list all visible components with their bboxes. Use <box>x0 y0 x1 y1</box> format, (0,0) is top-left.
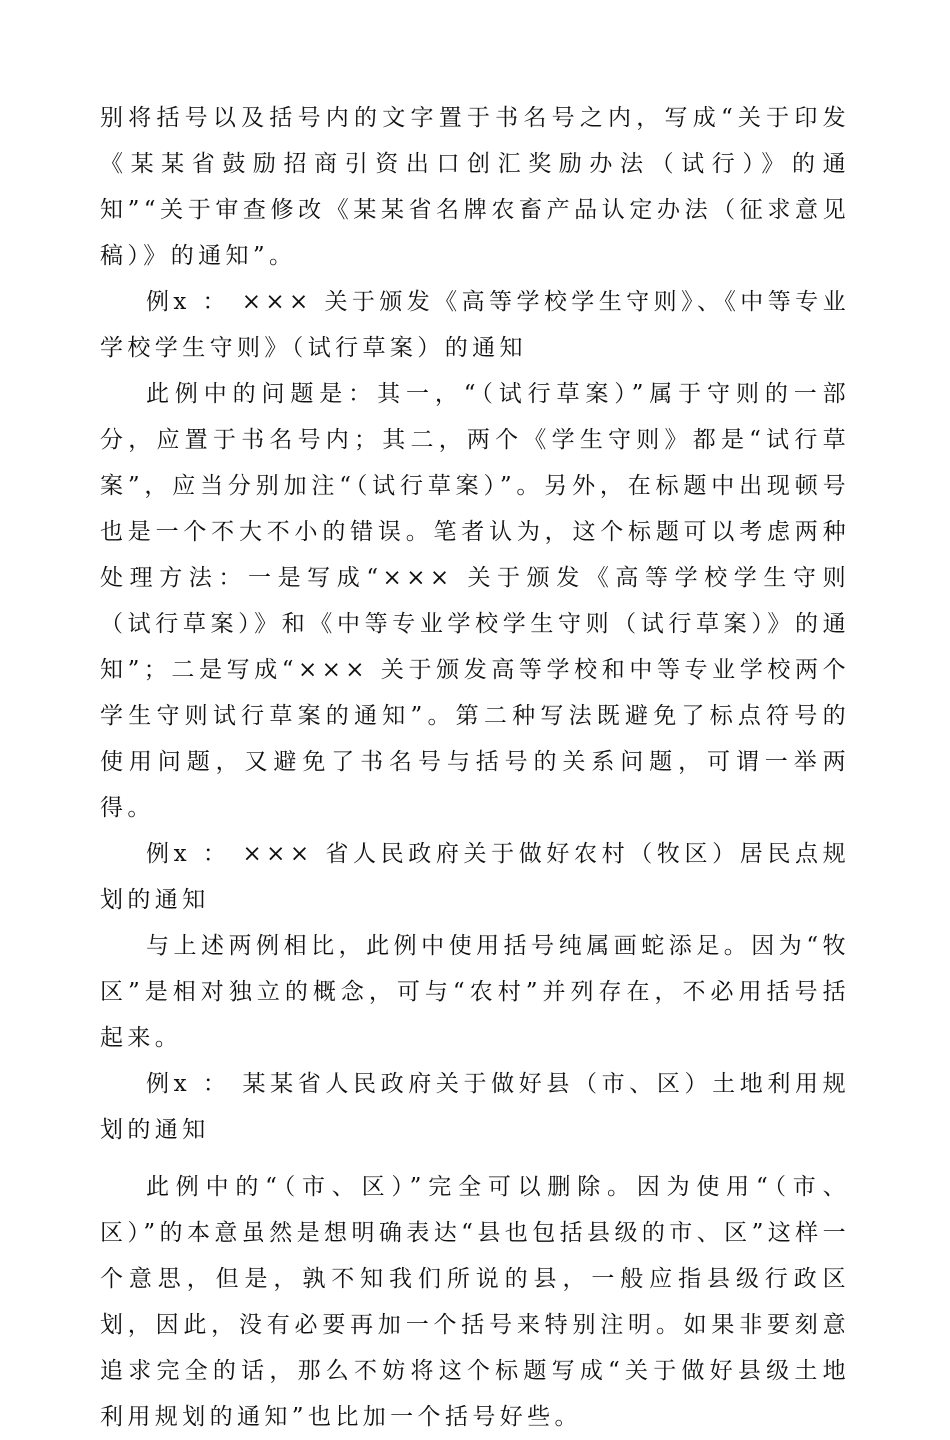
paragraph-example-1: 例x ： ××× 关于颁发《高等学校学生守则》、《中等专业学校学生守则》（试行草案）的通知 <box>100 289 850 361</box>
paragraph-example-3: 例x ： 某某省人民政府关于做好县（市、区）土地利用规划的通知 <box>100 1071 850 1143</box>
paragraph-analysis-2: 与上述两例相比，此例中使用括号纯属画蛇添足。因为“牧区”是相对独立的概念，可与“农村”并列存在，不必用括号括起来。 <box>100 933 850 1051</box>
paragraph-analysis-3: 此例中的“（市、区）”完全可以删除。因为使用“（市、区）”的本意虽然是想明确表达“县也包括县级的市、区”这样一个意思，但是，孰不知我们所说的县，一般应指县级行政区划，因此，没有必要再加一个括号来特别注明。如果非要刻意追求完全的话，那么不妨将这个标题写成“关于做好县级土地利用规划的通知”也比加一个括号好些。 <box>100 1174 850 1430</box>
paragraph-continuation: 别将括号以及括号内的文字置于书名号之内，写成“关于印发《某某省鼓励招商引资出口创汇奖励办法（试行）》的通知”“关于审查修改《某某省名牌农畜产品认定办法（征求意见稿）》的通知”。 <box>100 105 850 269</box>
paragraph-analysis-1: 此例中的问题是：其一，“（试行草案）”属于守则的一部分，应置于书名号内；其二，两个《学生守则》都是“试行草案”，应当分别加注“（试行草案）”。另外，在标题中出现顿号也是一个不大不小的错误。笔者认为，这个标题可以考虑两种处理方法：一是写成“××× 关于颁发《高等学校学生守则（试行草案）》和《中等专业学校学生守则（试行草案）》的通知”；二是写成“××× 关于颁发高等学校和中等专业学校两个学生守则试行草案的通知”。第二种写法既避免了标点符号的使用问题，又避免了书名号与括号的关系问题，可谓一举两得。 <box>100 381 850 821</box>
paragraph-example-2: 例x ： ××× 省人民政府关于做好农村（牧区）居民点规划的通知 <box>100 841 850 913</box>
document-body <box>100 95 850 1440</box>
